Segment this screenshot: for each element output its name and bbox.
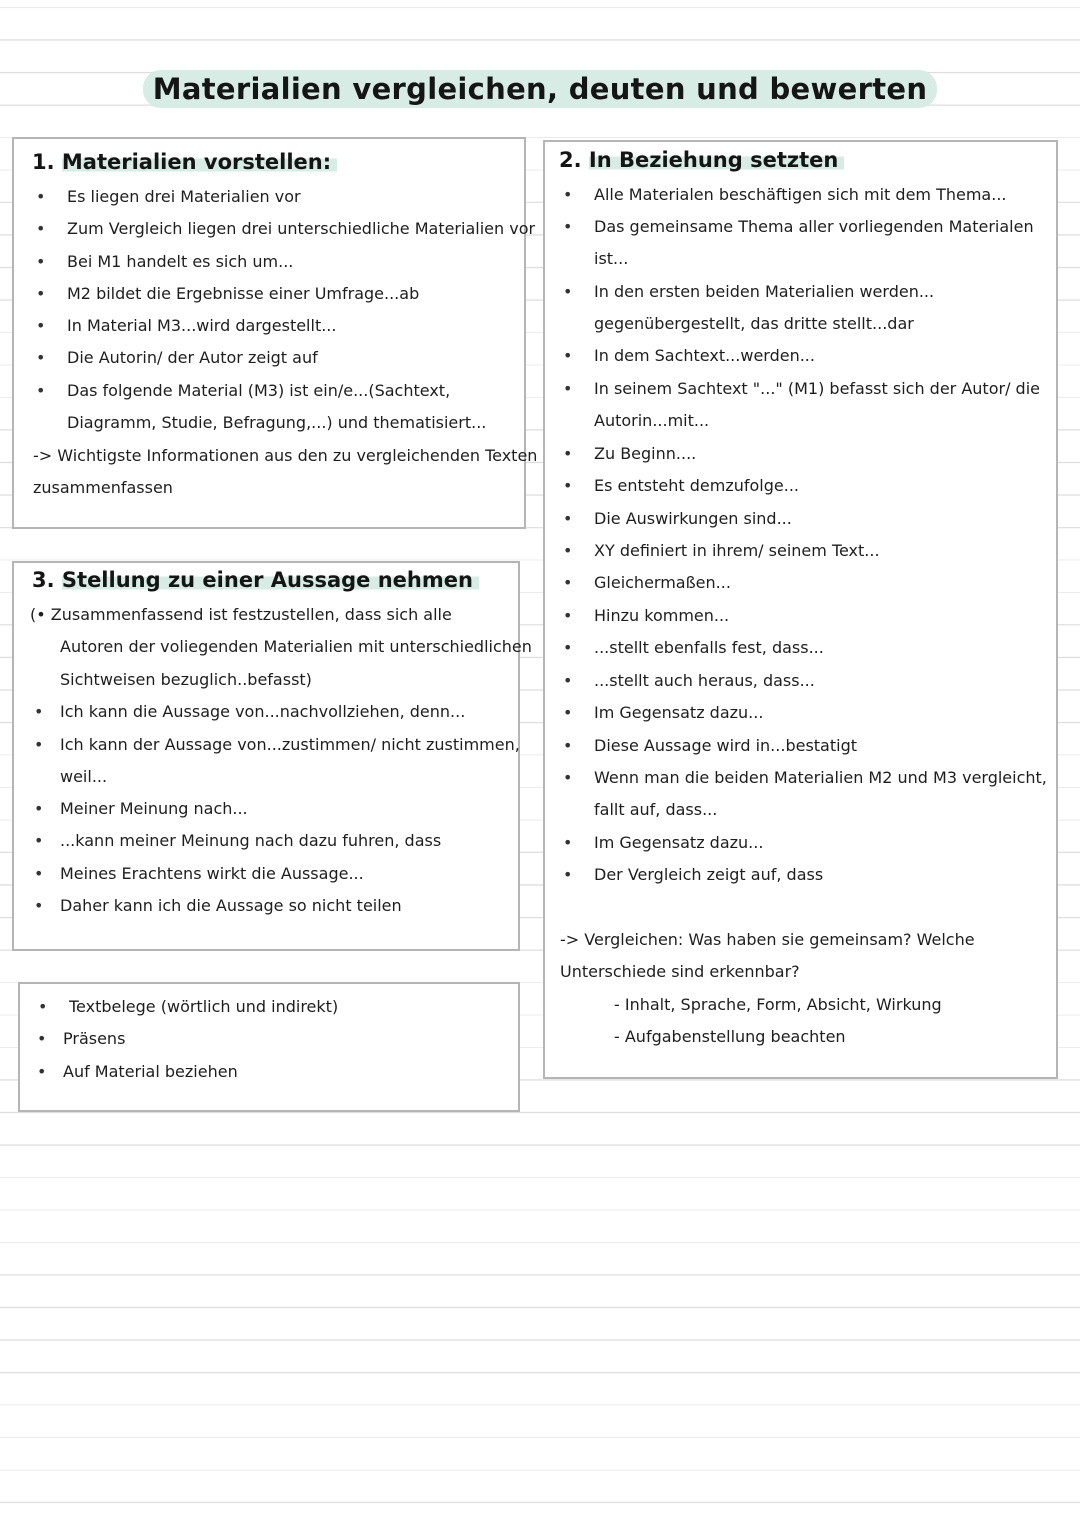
section-4-line: • Präsens bbox=[63, 1029, 125, 1049]
section-3-title: Stellung zu einer Aussage nehmen bbox=[62, 568, 479, 592]
section-2-compare-aspects: - Aufgabenstellung beachten bbox=[614, 1027, 846, 1046]
section-3-line: Sichtweisen bezuglich..befasst) bbox=[60, 670, 312, 689]
section-2-line: ist... bbox=[594, 249, 629, 268]
section-2-line: • Die Auswirkungen sind... bbox=[594, 509, 792, 529]
section-2-compare-note: Unterschiede sind erkennbar? bbox=[560, 962, 800, 981]
section-2-line: • ...stellt ebenfalls fest, dass... bbox=[594, 638, 824, 658]
section-2-line: • Diese Aussage wird in...bestatigt bbox=[594, 736, 857, 756]
section-1-summary: zusammenfassen bbox=[33, 478, 173, 497]
section-4-line: • Auf Material beziehen bbox=[63, 1062, 238, 1082]
section-4-line: • Textbelege (wörtlich und indirekt) bbox=[69, 997, 338, 1017]
section-1-summary: -> Wichtigste Informationen aus den zu vergleichenden Texten bbox=[33, 446, 538, 465]
section-3-heading bbox=[32, 568, 479, 592]
section-2-heading bbox=[559, 148, 844, 172]
section-2-line: • In den ersten beiden Materialien werden... bbox=[594, 282, 934, 302]
section-2-line: • Im Gegensatz dazu... bbox=[594, 703, 763, 723]
section-2-line: gegenübergestellt, das dritte stellt...dar bbox=[594, 314, 914, 333]
section-3-line: (• Zusammenfassend ist festzustellen, dass sich alle bbox=[30, 605, 452, 624]
section-2-line: • In seinem Sachtext "..." (M1) befasst sich der Autor/ die bbox=[594, 379, 1040, 399]
section-1-line: • M2 bildet die Ergebnisse einer Umfrage...ab bbox=[67, 284, 419, 304]
section-2-number: 2. bbox=[559, 148, 582, 172]
section-2-line: • Im Gegensatz dazu... bbox=[594, 833, 763, 853]
section-2-compare-note: -> Vergleichen: Was haben sie gemeinsam? Welche bbox=[560, 930, 975, 949]
section-2-line: • Es entsteht demzufolge... bbox=[594, 476, 799, 496]
section-3-number: 3. bbox=[32, 568, 55, 592]
section-2-line: • Das gemeinsame Thema aller vorliegenden Materialen bbox=[594, 217, 1034, 237]
section-1-heading bbox=[32, 150, 337, 174]
section-1-line: Diagramm, Studie, Befragung,...) und thematisiert... bbox=[67, 413, 487, 432]
section-2-line: • In dem Sachtext...werden... bbox=[594, 346, 815, 366]
section-2-line: • Gleichermaßen... bbox=[594, 573, 731, 593]
section-3-line: • Ich kann die Aussage von...nachvollziehen, denn... bbox=[60, 702, 465, 722]
section-1-line: • In Material M3...wird dargestellt... bbox=[67, 316, 336, 336]
section-1-line: • Das folgende Material (M3) ist ein/e...(Sachtext, bbox=[67, 381, 450, 401]
section-2-compare-aspects: - Inhalt, Sprache, Form, Absicht, Wirkung bbox=[614, 995, 942, 1014]
section-2-line: • Der Vergleich zeigt auf, dass bbox=[594, 865, 823, 885]
section-1-number: 1. bbox=[32, 150, 55, 174]
section-2-line: • Zu Beginn.... bbox=[594, 444, 696, 464]
section-1-line: • Es liegen drei Materialien vor bbox=[67, 187, 301, 207]
section-1-line: • Die Autorin/ der Autor zeigt auf bbox=[67, 348, 318, 368]
section-3-line: • ...kann meiner Meinung nach dazu fuhren, dass bbox=[60, 831, 441, 851]
section-2-line: • XY definiert in ihrem/ seinem Text... bbox=[594, 541, 880, 561]
page-title-wrapper bbox=[0, 70, 1080, 108]
section-2-title: In Beziehung setzten bbox=[589, 148, 844, 172]
section-2-line: Autorin...mit... bbox=[594, 411, 710, 430]
section-3-line: • Ich kann der Aussage von...zustimmen/ nicht zustimmen, bbox=[60, 735, 520, 755]
section-2-line: • ...stellt auch heraus, dass... bbox=[594, 671, 815, 691]
section-2-line: fallt auf, dass... bbox=[594, 800, 718, 819]
section-3-line: weil... bbox=[60, 767, 108, 786]
section-1-title: Materialien vorstellen: bbox=[62, 150, 337, 174]
section-3-line: • Meines Erachtens wirkt die Aussage... bbox=[60, 864, 364, 884]
section-2-line: • Wenn man die beiden Materialien M2 und M3 vergleicht, bbox=[594, 768, 1047, 788]
section-2-line: • Hinzu kommen... bbox=[594, 606, 729, 626]
section-3-line: Autoren der voliegenden Materialien mit unterschiedlichen bbox=[60, 637, 532, 656]
section-2-line: • Alle Materialen beschäftigen sich mit dem Thema... bbox=[594, 185, 1006, 205]
page-title: Materialien vergleichen, deuten und bewerten bbox=[143, 70, 938, 108]
section-1-line: • Zum Vergleich liegen drei unterschiedliche Materialien vor bbox=[67, 219, 535, 239]
section-1-line: • Bei M1 handelt es sich um... bbox=[67, 252, 293, 272]
section-3-line: • Daher kann ich die Aussage so nicht teilen bbox=[60, 896, 402, 916]
section-3-line: • Meiner Meinung nach... bbox=[60, 799, 248, 819]
